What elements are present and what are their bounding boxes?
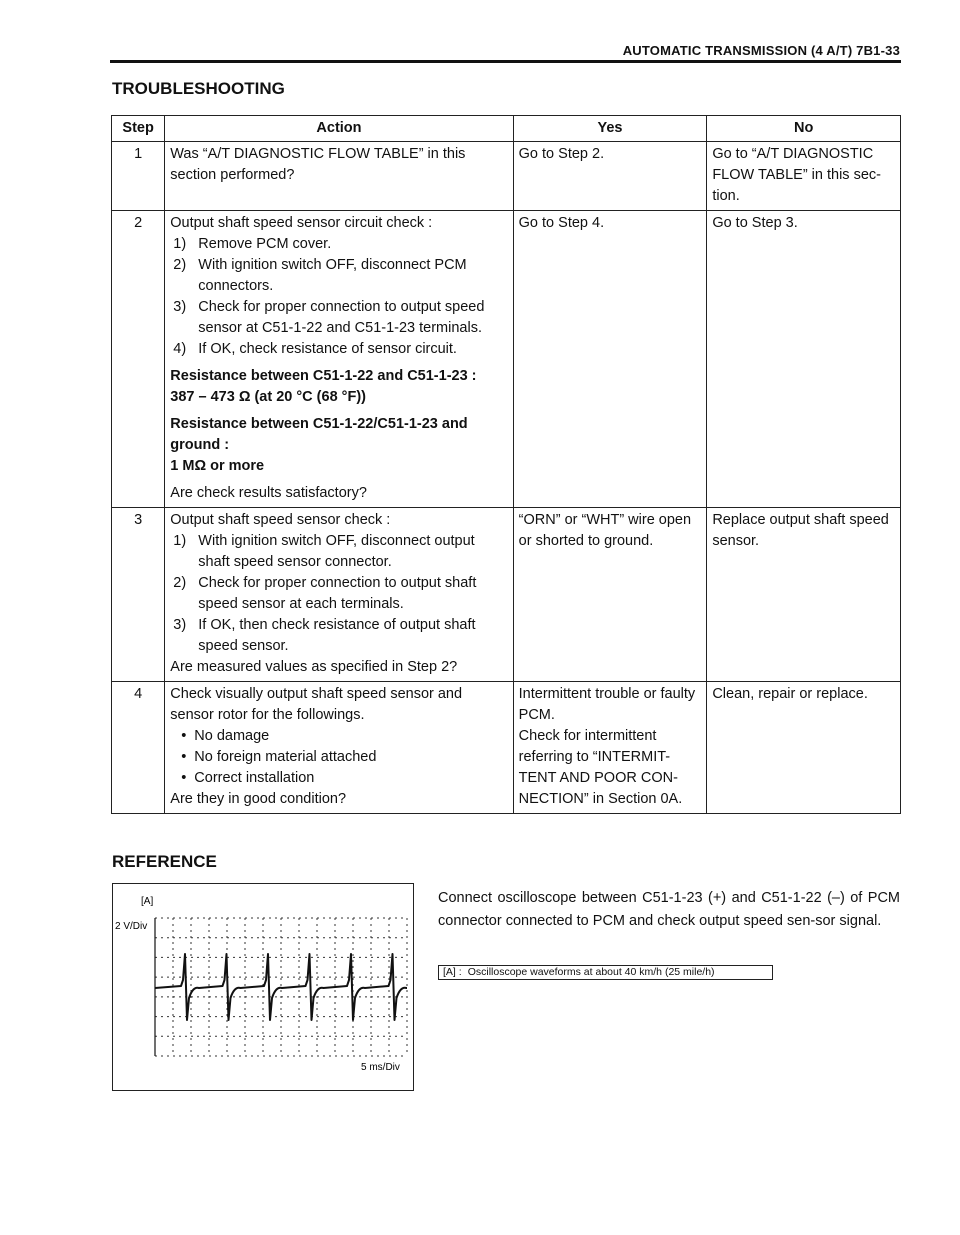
column-header-no: No [707, 116, 901, 142]
substep-item: 4) If OK, check resistance of sensor circuit. [173, 341, 457, 357]
column-header-step: Step [112, 116, 165, 142]
substep-list [170, 234, 507, 360]
yes-cell: Go to Step 2. [513, 142, 707, 211]
action-cell [165, 508, 513, 682]
table-row [112, 508, 901, 682]
resistance-spec-ground: Resistance between C51-1-22/C51-1-23 and ground : 1 MΩ or more [170, 416, 468, 474]
troubleshooting-title: TROUBLESHOOTING [112, 79, 285, 98]
bullet-item: • No foreign material attached [181, 749, 377, 765]
action-question: Are they in good condition? [170, 791, 347, 807]
substep-list [170, 531, 507, 657]
table-row [112, 211, 901, 508]
legend-text: Oscilloscope waveforms at about 40 km/h (25 mile/h) [467, 966, 715, 978]
column-header-action: Action [165, 116, 513, 142]
figure-label: [A] [141, 896, 154, 907]
legend-key: [A] : [443, 966, 462, 978]
step-number: 2 [112, 211, 165, 508]
action-cell [165, 682, 513, 814]
oscilloscope-figure [112, 883, 414, 1091]
sensor-waveform [155, 954, 407, 1020]
header-rule [110, 60, 901, 63]
step-number: 4 [112, 682, 165, 814]
action-question: Are check results satisfactory? [170, 485, 367, 501]
action-cell: Was “A/T DIAGNOSTIC FLOW TABLE” in this section performed? [165, 142, 513, 211]
bullet-item: • No damage [181, 728, 270, 744]
table-row [112, 142, 901, 211]
x-scale-label: 5 ms/Div [361, 1062, 400, 1073]
action-cell [165, 211, 513, 508]
step-number: 3 [112, 508, 165, 682]
no-cell: Go to “A/T DIAGNOSTIC FLOW TABLE” in this sec-tion. [707, 142, 901, 211]
yes-cell: Go to Step 4. [513, 211, 707, 508]
substep-item: 2) With ignition switch OFF, disconnect PCM connectors. [173, 257, 467, 294]
oscilloscope-graph [113, 884, 413, 1090]
bullet-list [170, 726, 507, 789]
column-header-yes: Yes [513, 116, 707, 142]
step-number: 1 [112, 142, 165, 211]
yes-cell: Intermittent trouble or faulty PCM. Check for intermittent referring to “INTERMIT-TENT AND POOR CON-NECTION” in Section 0A. [513, 682, 707, 814]
action-question: Are measured values as specified in Step 2? [170, 659, 458, 675]
page-header: AUTOMATIC TRANSMISSION (4 A/T) 7B1-33 [622, 43, 900, 58]
action-intro: Output shaft speed sensor circuit check : [170, 215, 433, 231]
substep-item: 2) Check for proper connection to output shaft speed sensor at each terminals. [173, 575, 477, 612]
reference-text: Connect oscilloscope between C51-1-23 (+) and C51-1-22 (–) of PCM connector connected to PCM and check output speed sen-sor signal. [438, 890, 900, 929]
bullet-item: • Correct installation [181, 770, 315, 786]
y-scale-label: 2 V/Div [115, 921, 148, 932]
yes-cell: “ORN” or “WHT” wire open or shorted to ground. [513, 508, 707, 682]
substep-item: 1) Remove PCM cover. [173, 236, 332, 252]
action-intro: Check visually output shaft speed sensor and sensor rotor for the followings. [170, 686, 463, 723]
table-row [112, 682, 901, 814]
troubleshooting-table [111, 115, 901, 814]
reference-title: REFERENCE [112, 852, 217, 871]
no-cell: Clean, repair or replace. [707, 682, 901, 814]
substep-item: 1) With ignition switch OFF, disconnect output shaft speed sensor connector. [173, 533, 475, 570]
action-intro: Output shaft speed sensor check : [170, 512, 391, 528]
substep-item: 3) Check for proper connection to output speed sensor at C51-1-22 and C51-1-23 terminals. [173, 299, 485, 336]
no-cell: Go to Step 3. [707, 211, 901, 508]
resistance-spec-terminals: Resistance between C51-1-22 and C51-1-23 : 387 – 473 Ω (at 20 °C (68 °F)) [170, 368, 477, 405]
no-cell: Replace output shaft speed sensor. [707, 508, 901, 682]
substep-item: 3) If OK, then check resistance of output shaft speed sensor. [173, 617, 476, 654]
figure-legend [438, 965, 773, 980]
table-header-row [112, 116, 901, 142]
